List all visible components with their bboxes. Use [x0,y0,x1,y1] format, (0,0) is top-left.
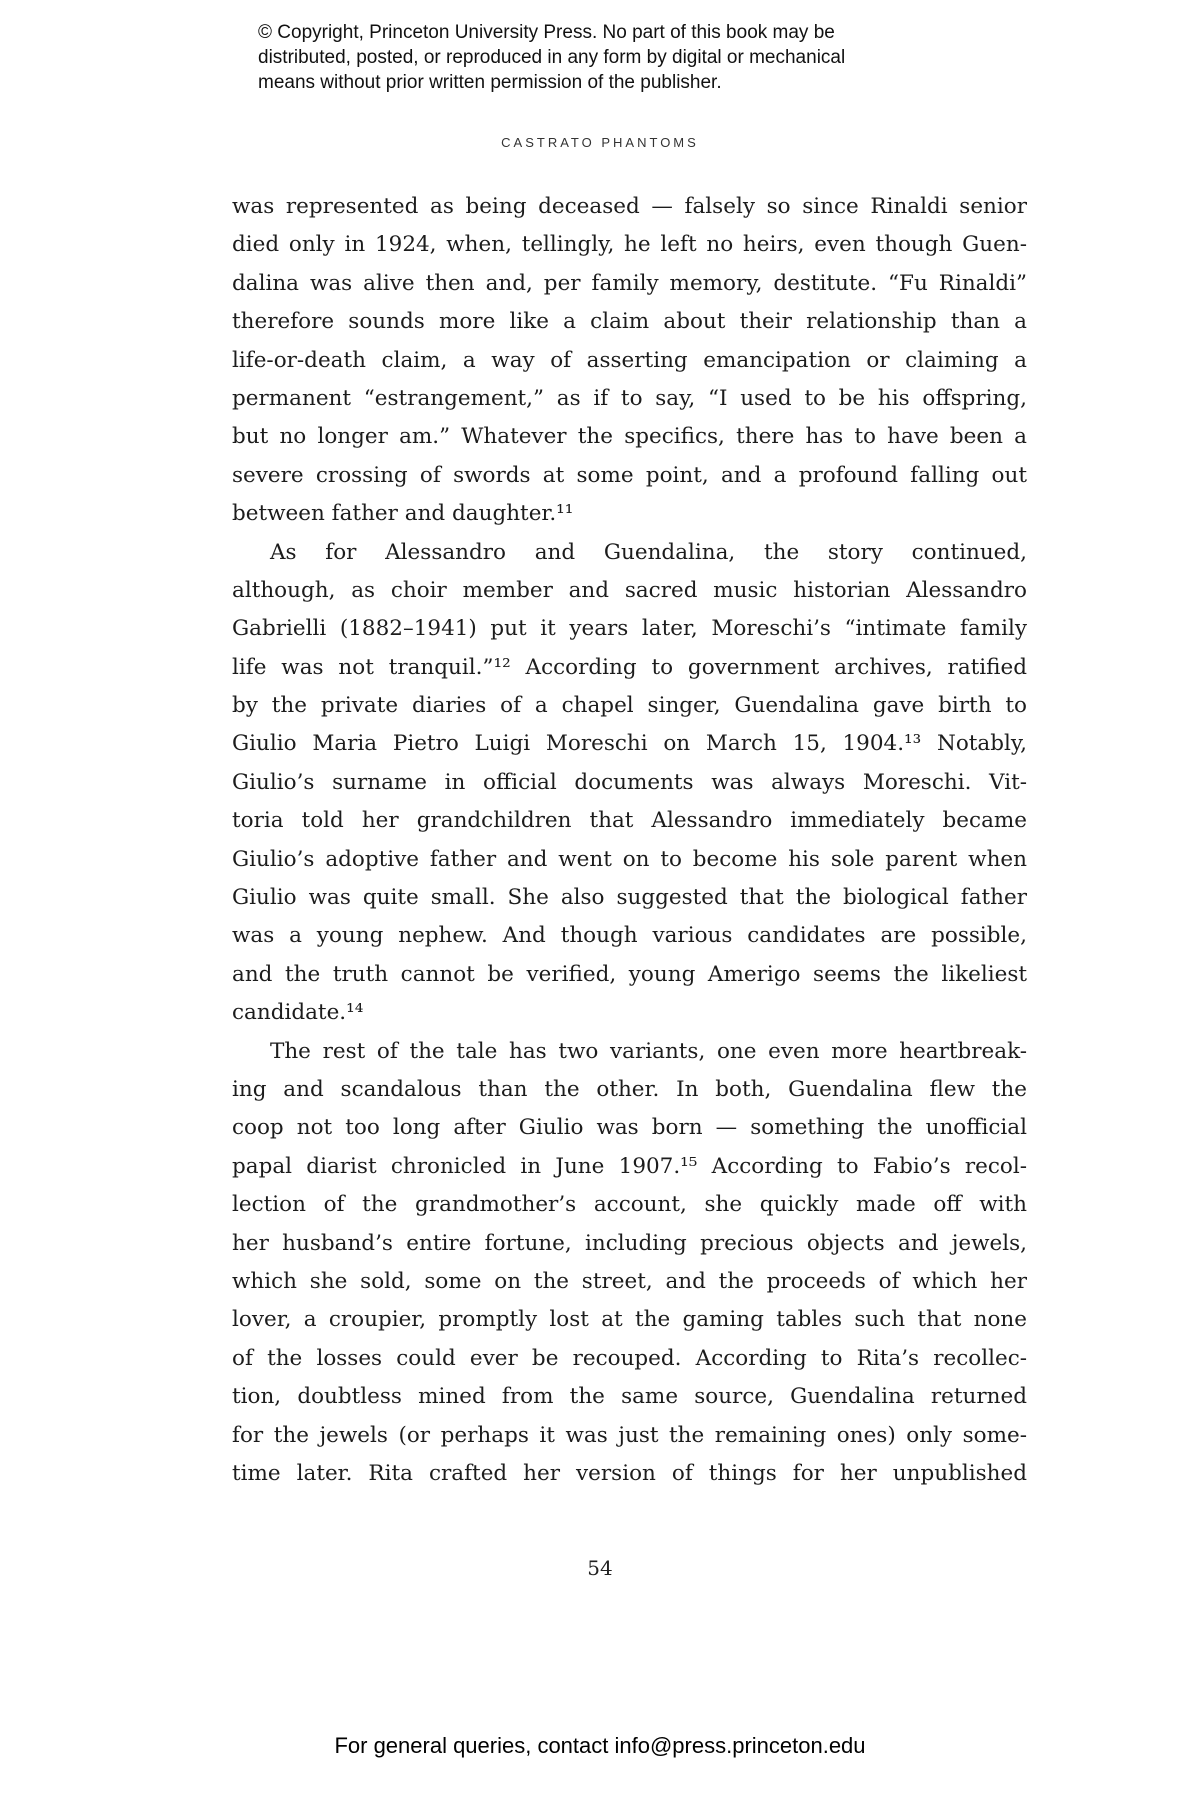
body-text [232,188,1027,1493]
text-line: was represented as being deceased — falsely so since Rinaldi senior [232,194,1027,219]
text-line: but no longer am.” Whatever the specifics, there has to have been a [232,424,1027,450]
text-line: papal diarist chronicled in June 1907.¹⁵ According to Fabio’s recol- [232,1153,1027,1179]
text-line: As for Alessandro and Guendalina, the story continued, [270,539,1027,565]
text-line: of the losses could ever be recouped. According to Rita’s recollec- [232,1345,1027,1371]
copyright-line: means without prior written permission of the publisher. [258,72,722,93]
text-line: ing and scandalous than the other. In both, Guendalina flew the [232,1076,1027,1102]
text-line: by the private diaries of a chapel singer, Guendalina gave birth to [232,693,1027,719]
text-line: which she sold, some on the street, and the proceeds of which her [232,1268,1027,1294]
text-line: lover, a croupier, promptly lost at the gaming tables such that none [232,1307,1027,1333]
text-line: toria told her grandchildren that Alessandro immediately became [232,808,1027,834]
text-line: dalina was alive then and, per family memory, destitute. “Fu Rinaldi” [232,270,1027,296]
text-line: Gabrielli (1882–1941) put it years later, Moreschi’s “intimate family [232,616,1027,642]
text-line: permanent “estrangement,” as if to say, “I used to be his offspring, [232,385,1027,411]
text-line: tion, doubtless mined from the same source, Guendalina returned [232,1384,1027,1410]
text-line: The rest of the tale has two variants, one even more heartbreak- [270,1038,1027,1064]
text-line: although, as choir member and sacred music historian Alessandro [232,577,1027,603]
text-line: Giulio was quite small. She also suggested that the biological father [232,885,1027,911]
copyright-line: © Copyright, Princeton University Press. No part of this book may be [258,22,835,43]
text-line: Giulio’s surname in official documents was always Moreschi. Vit- [232,769,1027,795]
text-line: was a young nephew. And though various candidates are possible, [232,923,1027,949]
copyright-notice [258,20,1018,95]
text-line: life-or-death claim, a way of asserting emancipation or claiming a [232,347,1027,373]
page-number: 54 [587,1556,613,1580]
text-line: severe crossing of swords at some point, and a profound falling out [232,462,1027,488]
text-line: candidate.¹⁴ [232,1000,364,1026]
text-line: life was not tranquil.”¹² According to government archives, ratified [232,654,1027,680]
text-line: her husband’s entire fortune, including precious objects and jewels, [232,1230,1027,1256]
running-head: CASTRATO PHANTOMS [501,135,699,150]
contact-footer: For general queries, contact info@press.princeton.edu [334,1733,866,1758]
text-line: Giulio’s adoptive father and went on to become his sole parent when [232,846,1027,872]
text-line: time later. Rita crafted her version of things for her unpublished [232,1460,1027,1486]
copyright-line: distributed, posted, or reproduced in any form by digital or mechanical [258,47,846,68]
text-line: between father and daughter.¹¹ [232,501,574,527]
text-line: therefore sounds more like a claim about their relationship than a [232,309,1027,335]
text-line: coop not too long after Giulio was born — something the unofficial [232,1115,1027,1141]
text-line: for the jewels (or perhaps it was just the remaining ones) only some- [232,1422,1027,1448]
text-line: lection of the grandmother’s account, she quickly made off with [232,1192,1027,1218]
text-line: Giulio Maria Pietro Luigi Moreschi on March 15, 1904.¹³ Notably, [232,731,1027,757]
text-line: and the truth cannot be verified, young Amerigo seems the likeliest [232,961,1027,987]
text-line: died only in 1924, when, tellingly, he left no heirs, even though Guen- [232,232,1027,258]
